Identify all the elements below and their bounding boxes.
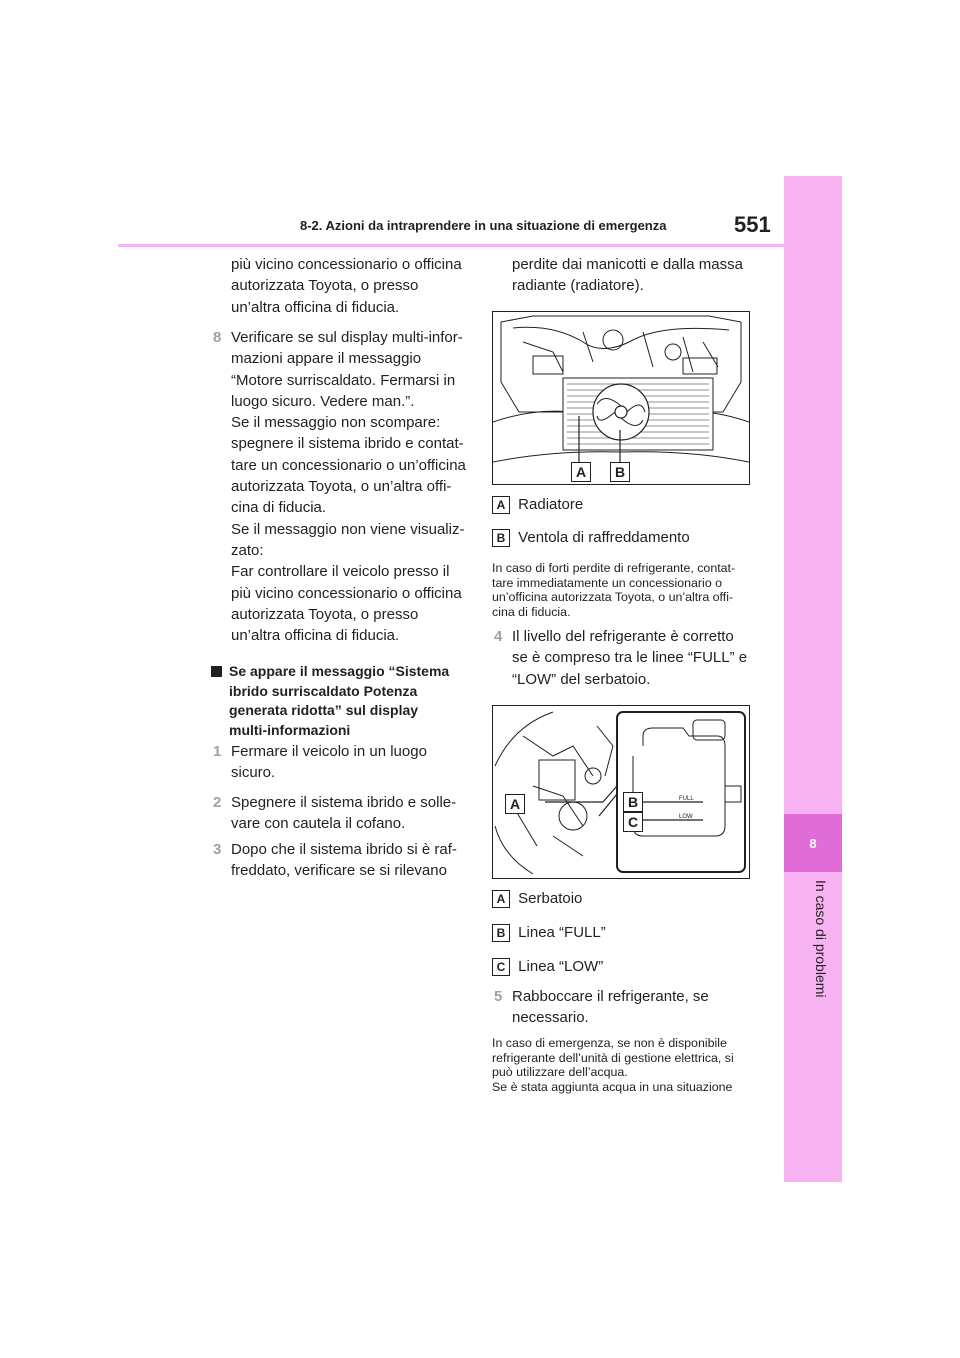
text-line: autorizzata Toyota, o presso bbox=[231, 277, 419, 295]
heading-line: Se appare il messaggio “Sistema bbox=[229, 663, 450, 679]
legend-text: Linea “LOW” bbox=[518, 958, 604, 975]
text-line: cina di fiducia. bbox=[231, 499, 327, 517]
text-line: un’altra officina di fiducia. bbox=[231, 627, 400, 645]
text-line: Verificare se sul display multi-infor- bbox=[231, 329, 463, 346]
coolant-reservoir-drawing bbox=[493, 706, 749, 878]
text-line: un’altra officina di fiducia. bbox=[231, 298, 400, 316]
text-line: autorizzata Toyota, o un’altra offi- bbox=[231, 478, 452, 496]
text-line: se è compreso tra le linee “FULL” e bbox=[512, 649, 748, 667]
callout-a: A bbox=[505, 794, 525, 814]
text-line: tare un concessionario o un’officina bbox=[231, 456, 466, 474]
full-mark: FULL bbox=[679, 796, 694, 802]
text-line: “Motore surriscaldato. Fermarsi in bbox=[231, 371, 456, 389]
radiator-illustration bbox=[492, 311, 750, 485]
legend-key: B bbox=[492, 529, 510, 547]
text-line: sicuro. bbox=[231, 764, 276, 782]
step-5 bbox=[494, 986, 754, 1029]
legend-key: C bbox=[492, 958, 510, 976]
text-line: necessario. bbox=[512, 1009, 589, 1027]
legend-text: Radiatore bbox=[518, 496, 584, 513]
step-number: 3 bbox=[213, 841, 222, 858]
legend-key: B bbox=[492, 924, 510, 942]
text-line: più vicino concessionario o officina bbox=[231, 256, 462, 273]
text-line: Spegnere il sistema ibrido e solle- bbox=[231, 794, 457, 811]
text-line: Il livello del refrigerante è corretto bbox=[512, 628, 734, 645]
text-line: Dopo che il sistema ibrido si è raf- bbox=[231, 841, 457, 858]
text-line: refrigerante dell’unità di gestione elettrica, si bbox=[492, 1050, 734, 1065]
callout-c: C bbox=[623, 812, 643, 832]
legend-item bbox=[492, 956, 752, 977]
chapter-title: In caso di problemi bbox=[813, 880, 829, 998]
legend-item bbox=[492, 527, 752, 548]
legend-key: A bbox=[492, 890, 510, 908]
step-8 bbox=[213, 327, 471, 646]
callout-b: B bbox=[623, 792, 643, 812]
step-4 bbox=[494, 626, 754, 690]
right-intro bbox=[512, 254, 762, 297]
text-line: mazioni appare il messaggio bbox=[231, 350, 422, 368]
legend-text: Serbatoio bbox=[518, 890, 583, 907]
legend-key: A bbox=[492, 496, 510, 514]
heading-line: generata ridotta” sul display bbox=[229, 702, 419, 718]
legend-text: Linea “FULL” bbox=[518, 924, 606, 941]
step-number: 5 bbox=[494, 988, 503, 1005]
text-line: In caso di forti perdite di refrigerante, contat- bbox=[492, 561, 736, 575]
text-line: Se il messaggio non scompare: bbox=[231, 414, 441, 432]
text-line: cina di fiducia. bbox=[492, 604, 571, 619]
step-3 bbox=[213, 839, 471, 882]
text-line: un’officina autorizzata Toyota, o un’altra offi- bbox=[492, 590, 734, 604]
section-heading bbox=[211, 662, 471, 740]
text-line: Rabboccare il refrigerante, se bbox=[512, 988, 709, 1005]
text-line: Se è stata aggiunta acqua in una situazione bbox=[492, 1079, 733, 1094]
note-leak bbox=[492, 561, 754, 619]
text-line: perdite dai manicotti e dalla massa bbox=[512, 256, 743, 273]
legend-item bbox=[492, 922, 752, 943]
text-line: più vicino concessionario o officina bbox=[231, 584, 462, 602]
step-number: 2 bbox=[213, 794, 222, 811]
step-1 bbox=[213, 741, 471, 784]
chapter-number: 8 bbox=[809, 835, 817, 851]
page-number: 551 bbox=[734, 212, 771, 237]
text-line: Far controllare il veicolo presso il bbox=[231, 563, 450, 581]
callout-b: B bbox=[610, 462, 630, 482]
step-number: 1 bbox=[213, 743, 222, 760]
text-line: spegnere il sistema ibrido e contat- bbox=[231, 435, 464, 453]
text-line: autorizzata Toyota, o presso bbox=[231, 605, 419, 623]
low-mark: LOW bbox=[679, 814, 693, 820]
text-line: “LOW” del serbatoio. bbox=[512, 670, 651, 688]
engine-bay-front-drawing bbox=[493, 312, 749, 484]
text-line: può utilizzare dell’acqua. bbox=[492, 1065, 628, 1079]
section-title: 8-2. Azioni da intraprendere in una situazione di emergenza bbox=[300, 218, 667, 233]
heading-line: multi-informazioni bbox=[229, 721, 351, 738]
text-line: vare con cautela il cofano. bbox=[231, 815, 406, 833]
text-line: zato: bbox=[231, 541, 264, 559]
left-intro bbox=[231, 254, 471, 318]
text-line: Fermare il veicolo in un luogo bbox=[231, 743, 427, 760]
heading-line: ibrido surriscaldato Potenza bbox=[229, 682, 418, 699]
text-line: In caso di emergenza, se non è disponibile bbox=[492, 1036, 727, 1050]
reservoir-illustration bbox=[492, 705, 750, 879]
legend-item bbox=[492, 888, 752, 909]
legend-text: Ventola di raffreddamento bbox=[518, 529, 690, 546]
header-rule bbox=[118, 244, 784, 247]
step-number: 4 bbox=[494, 628, 503, 645]
note-water bbox=[492, 1036, 754, 1094]
text-line: tare immediatamente un concessionario o bbox=[492, 575, 723, 590]
text-line: Se il messaggio non viene visualiz- bbox=[231, 520, 465, 538]
legend-item bbox=[492, 494, 752, 515]
callout-a: A bbox=[571, 462, 591, 482]
chapter-number-tab[interactable] bbox=[784, 814, 842, 872]
heading-bullet-icon bbox=[211, 666, 222, 677]
text-line: radiante (radiatore). bbox=[512, 277, 644, 295]
text-line: luogo sicuro. Vedere man.”. bbox=[231, 392, 415, 410]
step-2 bbox=[213, 792, 471, 835]
step-number: 8 bbox=[213, 329, 222, 346]
text-line: freddato, verificare se si rilevano bbox=[231, 862, 447, 880]
